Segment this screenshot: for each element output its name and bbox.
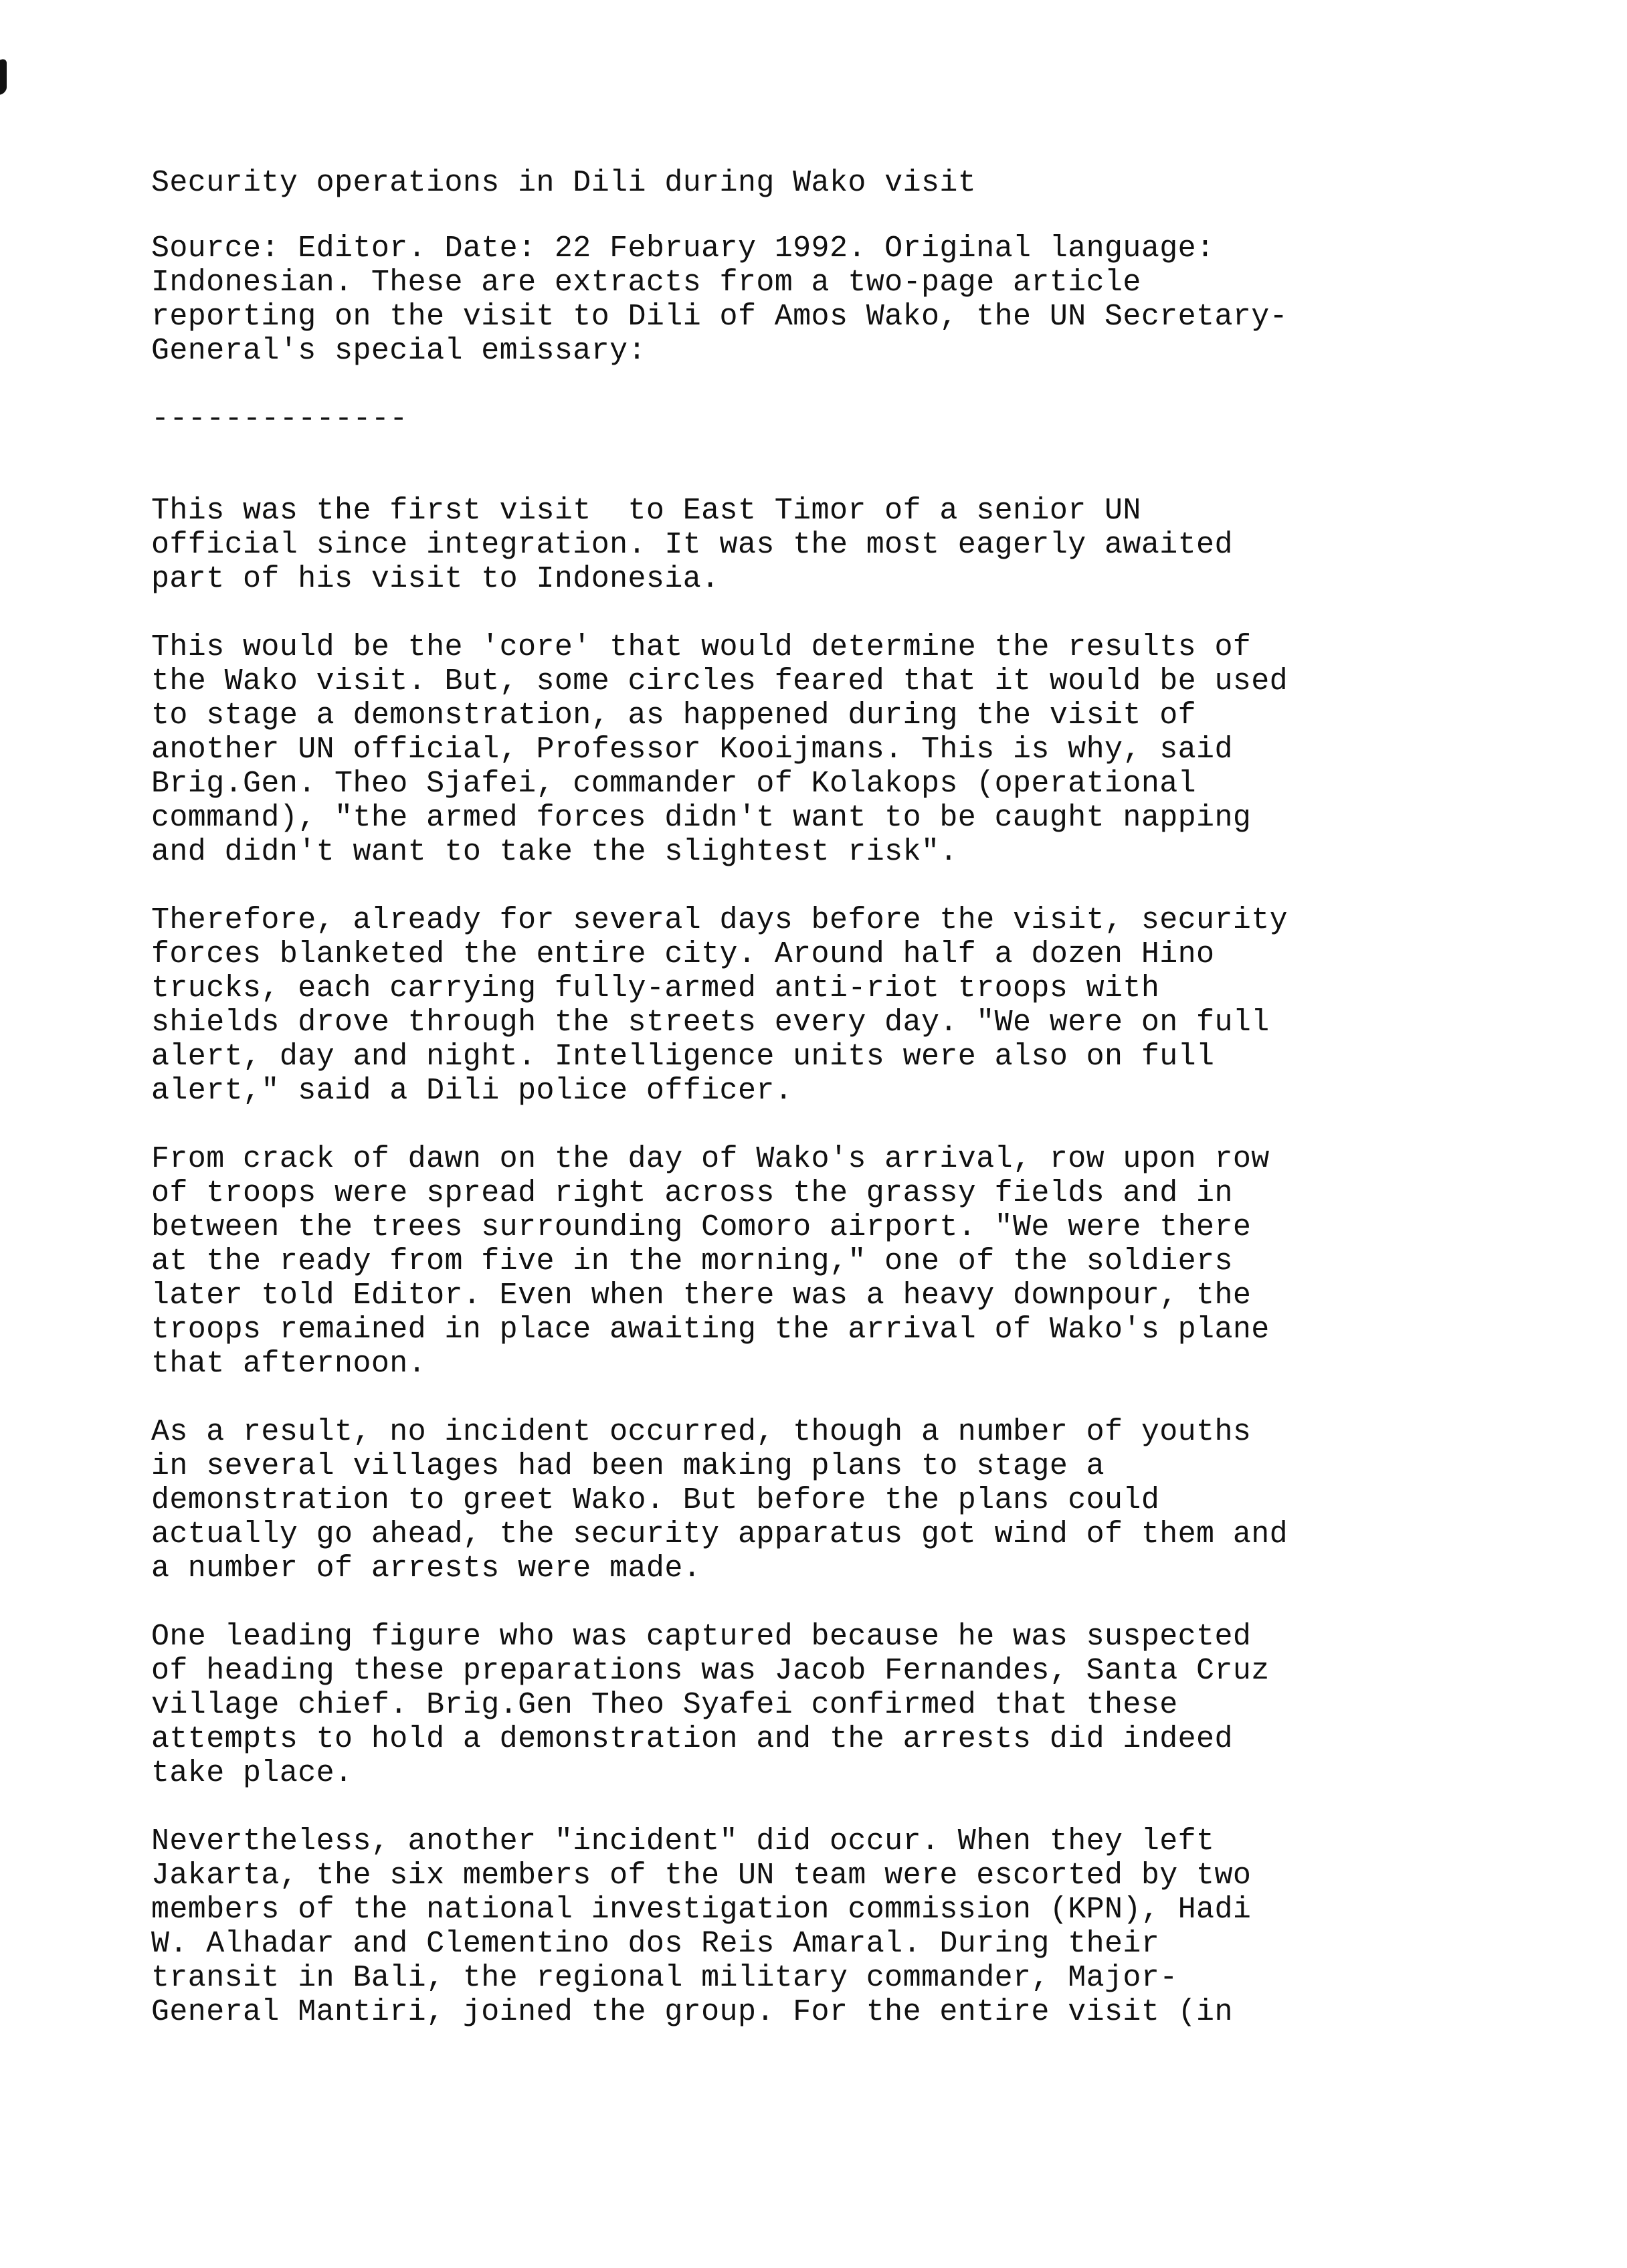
text-line: General Mantiri, joined the group. For the entire visit (in [151,1995,1233,2029]
text-line: As a result, no incident occurred, though a number of youths [151,1415,1252,1449]
intro-line: Indonesian. These are extracts from a two-page article [151,266,1141,300]
separator-line: -------------- [151,402,408,436]
text-line: of heading these preparations was Jacob Fernandes, Santa Cruz [151,1654,1270,1688]
text-line: attempts to hold a demonstration and the arrests did indeed [151,1722,1233,1756]
text-line: a number of arrests were made. [151,1551,702,1586]
text-line: at the ready from five in the morning," one of the soldiers [151,1244,1233,1279]
paragraph-7 [151,1824,1442,2029]
document-title: Security operations in Dili during Wako visit [151,166,977,200]
text-line: alert," said a Dili police officer. [151,1074,793,1108]
paragraph-1 [151,494,1442,596]
text-line: One leading figure who was captured because he was suspected [151,1620,1252,1654]
document-body [151,166,1442,2063]
text-line: This would be the 'core' that would determine the results of [151,630,1252,664]
text-line: take place. [151,1756,353,1790]
text-line: Nevertheless, another "incident" did occur. When they left [151,1824,1215,1859]
text-line: official since integration. It was the most eagerly awaited [151,528,1233,562]
intro-line: reporting on the visit to Dili of Amos Wako, the UN Secretary- [151,300,1288,334]
text-line: forces blanketed the entire city. Around half a dozen Hino [151,937,1215,971]
text-line: members of the national investigation commission (KPN), Hadi [151,1893,1252,1927]
scan-artifact-mark [0,58,7,94]
text-line: village chief. Brig.Gen Theo Syafei confirmed that these [151,1688,1178,1722]
text-line: shields drove through the streets every day. "We were on full [151,1006,1270,1040]
text-line: between the trees surrounding Comoro airport. "We were there [151,1210,1252,1244]
text-line: alert, day and night. Intelligence units were also on full [151,1040,1215,1074]
paragraph-6 [151,1620,1442,1790]
text-line: another UN official, Professor Kooijmans. This is why, said [151,733,1233,767]
text-line: and didn't want to take the slightest risk". [151,835,958,869]
paragraph-3 [151,903,1442,1108]
text-line: part of his visit to Indonesia. [151,562,720,596]
text-line: in several villages had been making plans to stage a [151,1449,1105,1483]
intro-line: Source: Editor. Date: 22 February 1992. Original language: [151,231,1215,266]
text-line: troops remained in place awaiting the arrival of Wako's plane [151,1313,1270,1347]
paragraph-4 [151,1142,1442,1381]
paragraph-5 [151,1415,1442,1586]
text-line: later told Editor. Even when there was a heavy downpour, the [151,1279,1252,1313]
paragraph-2 [151,630,1442,869]
text-line: Brig.Gen. Theo Sjafei, commander of Kolakops (operational [151,767,1197,801]
text-line: transit in Bali, the regional military commander, Major- [151,1961,1178,1995]
text-line: This was the first visit to East Timor of a senior UN [151,494,1141,528]
text-line: W. Alhadar and Clementino dos Reis Amaral. During their [151,1927,1160,1961]
text-line: Therefore, already for several days before the visit, security [151,903,1288,937]
intro-paragraph [151,231,1442,368]
text-line: Jakarta, the six members of the UN team were escorted by two [151,1859,1252,1893]
text-line: actually go ahead, the security apparatus got wind of them and [151,1517,1288,1551]
text-line: trucks, each carrying fully-armed anti-riot troops with [151,971,1160,1006]
text-line: the Wako visit. But, some circles feared that it would be used [151,664,1288,698]
intro-line: General's special emissary: [151,334,646,368]
text-line: command), "the armed forces didn't want to be caught napping [151,801,1252,835]
text-line: of troops were spread right across the grassy fields and in [151,1176,1233,1210]
text-line: that afternoon. [151,1347,427,1381]
text-line: to stage a demonstration, as happened during the visit of [151,698,1197,733]
text-line: From crack of dawn on the day of Wako's arrival, row upon row [151,1142,1270,1176]
text-line: demonstration to greet Wako. But before the plans could [151,1483,1160,1517]
